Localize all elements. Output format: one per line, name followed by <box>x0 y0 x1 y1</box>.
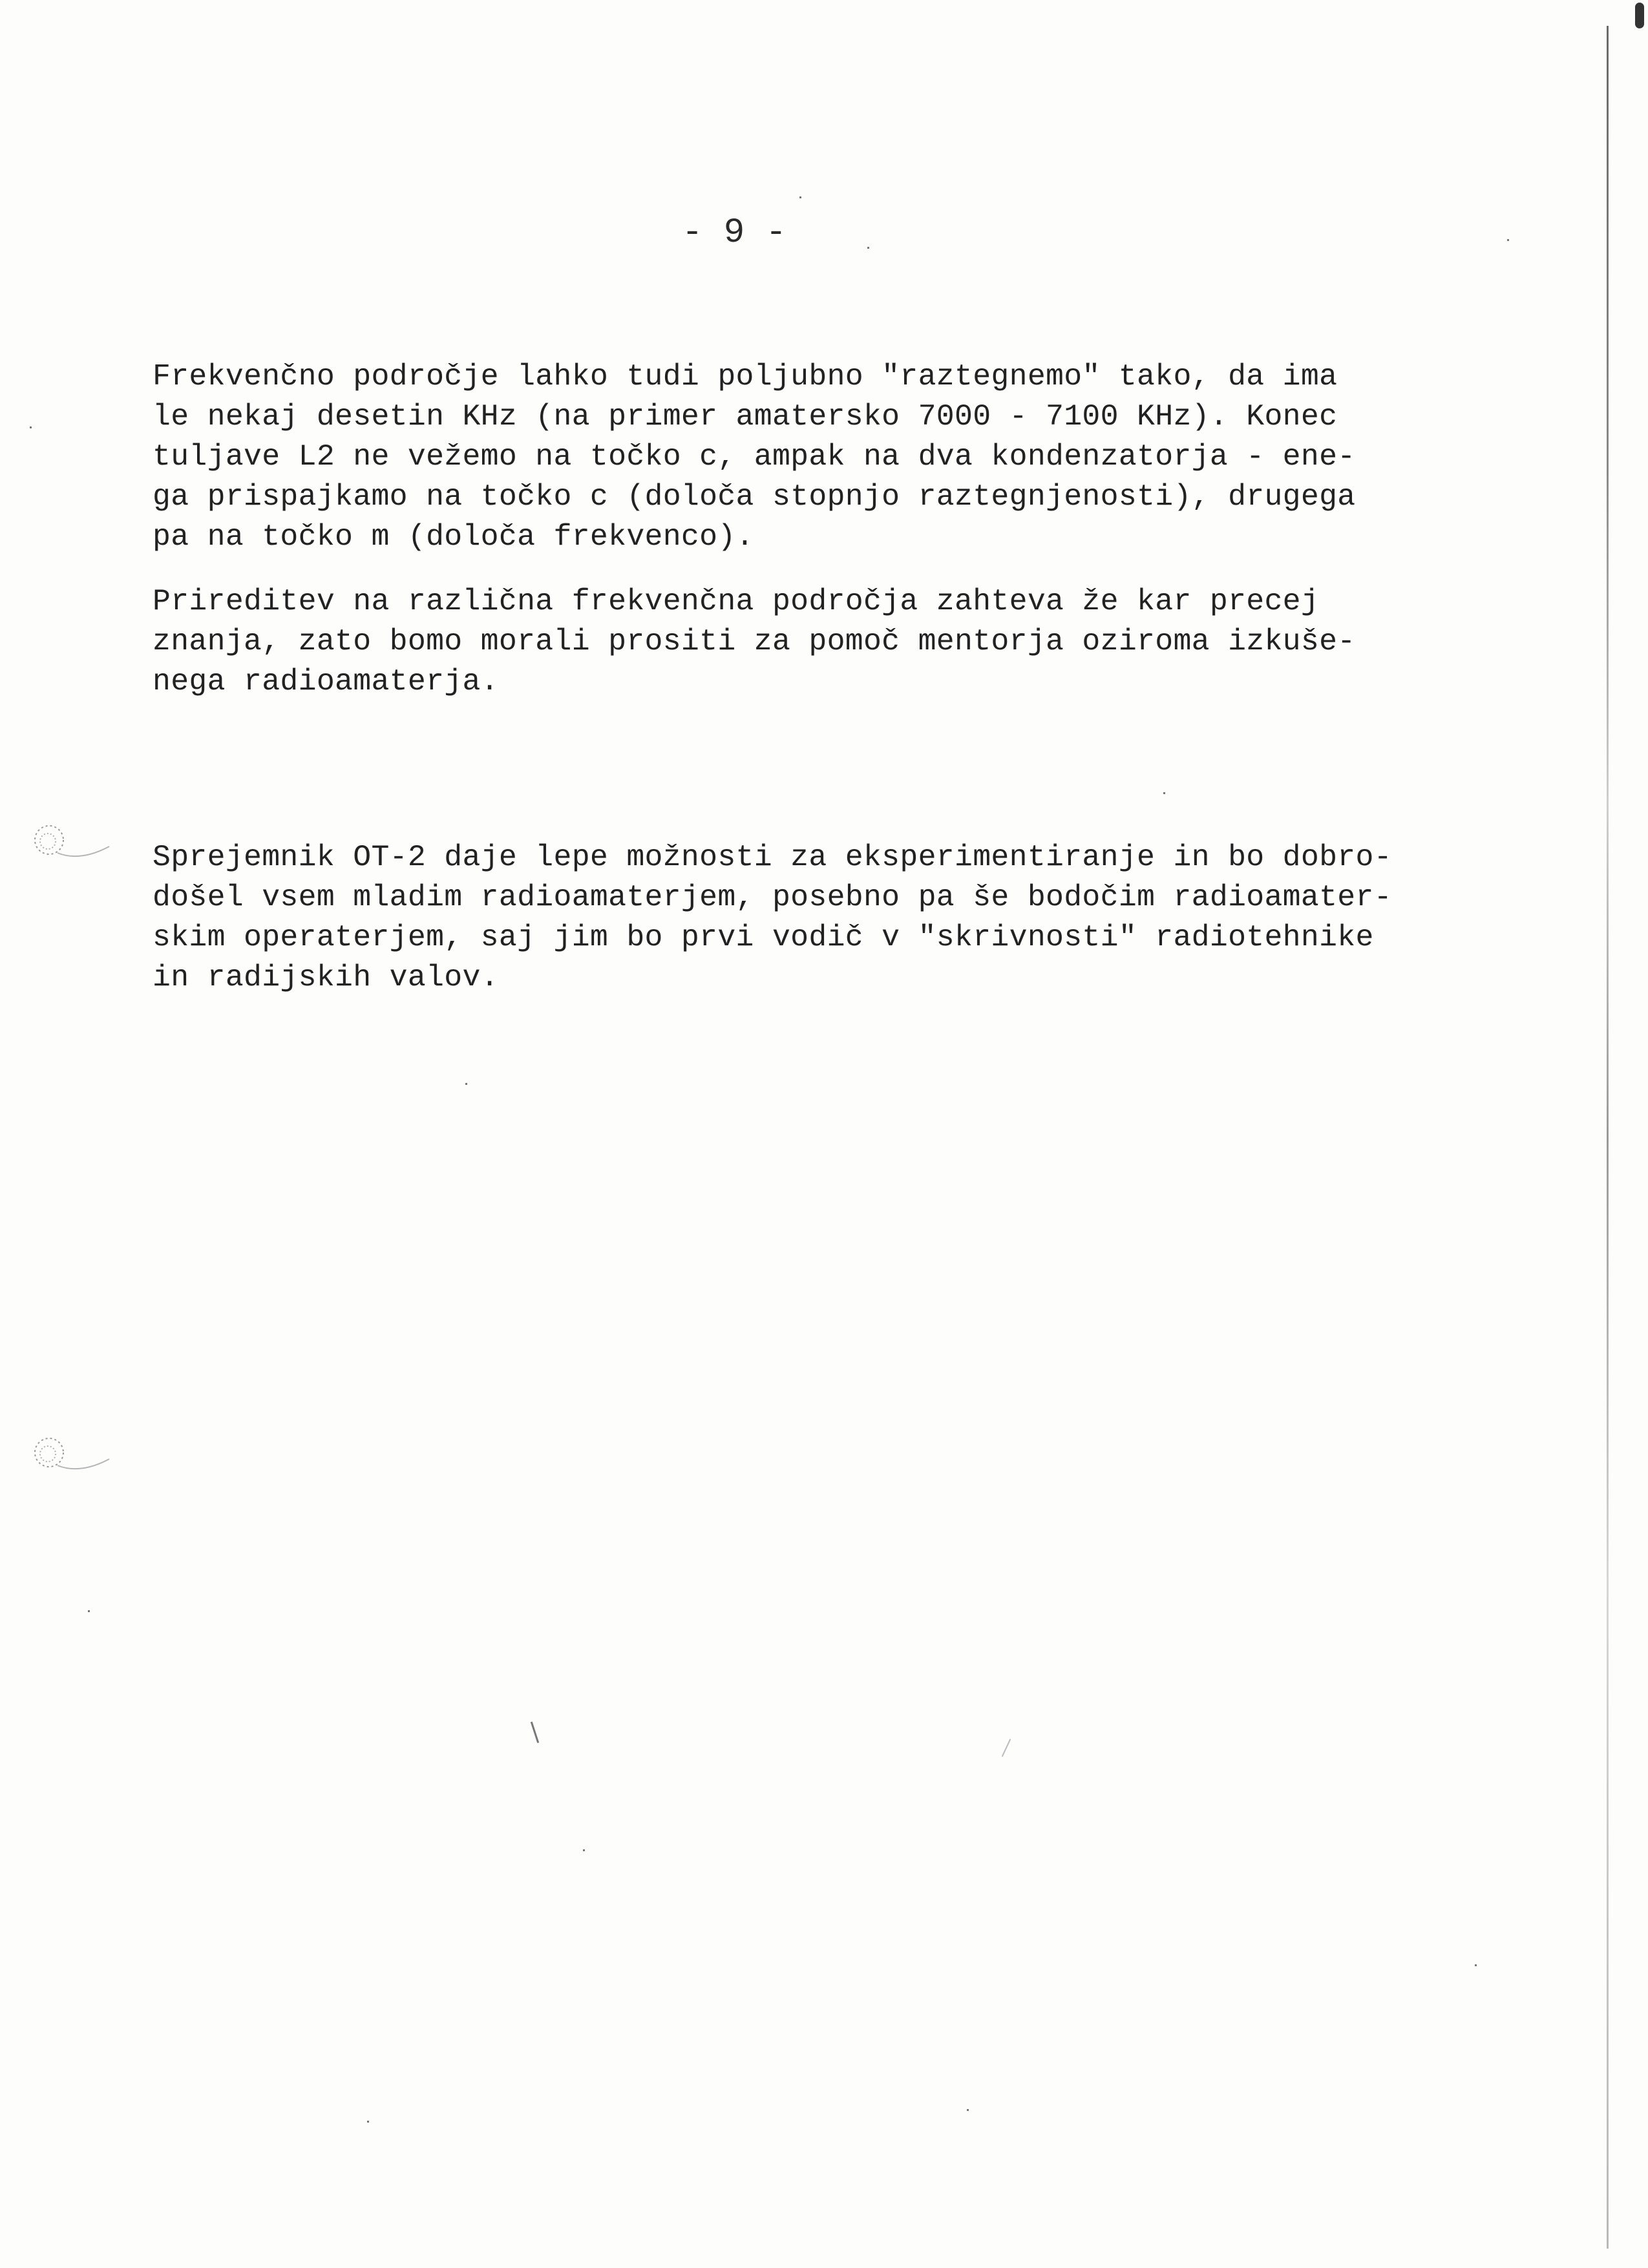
text-line: znanja, zato bomo morali prositi za pomoč mentorja oziroma izkuše- <box>153 624 1356 658</box>
scan-speck <box>30 426 32 428</box>
text-line: pa na točko m (določa frekvenco). <box>153 520 754 554</box>
scan-speck <box>88 1610 90 1612</box>
paragraph-receiver-summary <box>153 837 1510 998</box>
punch-hole-mark <box>28 1428 112 1480</box>
paragraph-frequency-stretch <box>153 357 1510 557</box>
text-line: le nekaj desetin KHz (na primer amatersko 7000 - 7100 KHz). Konec <box>153 399 1338 434</box>
text-line: nega radioamaterja. <box>153 664 499 698</box>
text-line: Frekvenčno področje lahko tudi poljubno "raztegnemo" tako, da ima <box>153 359 1338 394</box>
text-line: tuljave L2 ne vežemo na točko c, ampak na dva kondenzatorja - ene- <box>153 439 1356 474</box>
text-line: in radijskih valov. <box>153 960 499 994</box>
scan-speck <box>867 247 869 249</box>
scan-speck <box>367 2121 369 2123</box>
scan-speck <box>1507 239 1509 241</box>
scan-speck <box>1002 1739 1011 1757</box>
text-line: došel vsem mladim radioamaterjem, posebno pa še bodočim radioamater- <box>153 880 1392 914</box>
scan-speck <box>967 2109 969 2111</box>
text-line: Sprejemnik OT-2 daje lepe možnosti za eksperimentiranje in bo dobro- <box>153 840 1392 874</box>
scan-speck <box>1163 792 1165 794</box>
text-line: ga prispajkamo na točko c (določa stopnjo raztegnjenosti), drugega <box>153 479 1356 514</box>
scan-speck <box>531 1721 539 1743</box>
scan-edge-mark <box>1635 3 1644 28</box>
paragraph-adaptation <box>153 582 1510 702</box>
scan-speck <box>465 1083 467 1085</box>
text-line: skim operaterjem, saj jim bo prvi vodič v "skrivnosti" radiotehnike <box>153 920 1374 954</box>
punch-hole-mark <box>28 815 112 867</box>
scan-speck <box>1475 1964 1477 1966</box>
scan-speck <box>583 1849 585 1851</box>
text-line: Prireditev na različna frekvenčna področja zahteva že kar precej <box>153 584 1320 618</box>
page-number: - 9 - <box>682 213 787 253</box>
scan-edge-line <box>1607 26 1609 2249</box>
scan-speck <box>799 196 801 198</box>
